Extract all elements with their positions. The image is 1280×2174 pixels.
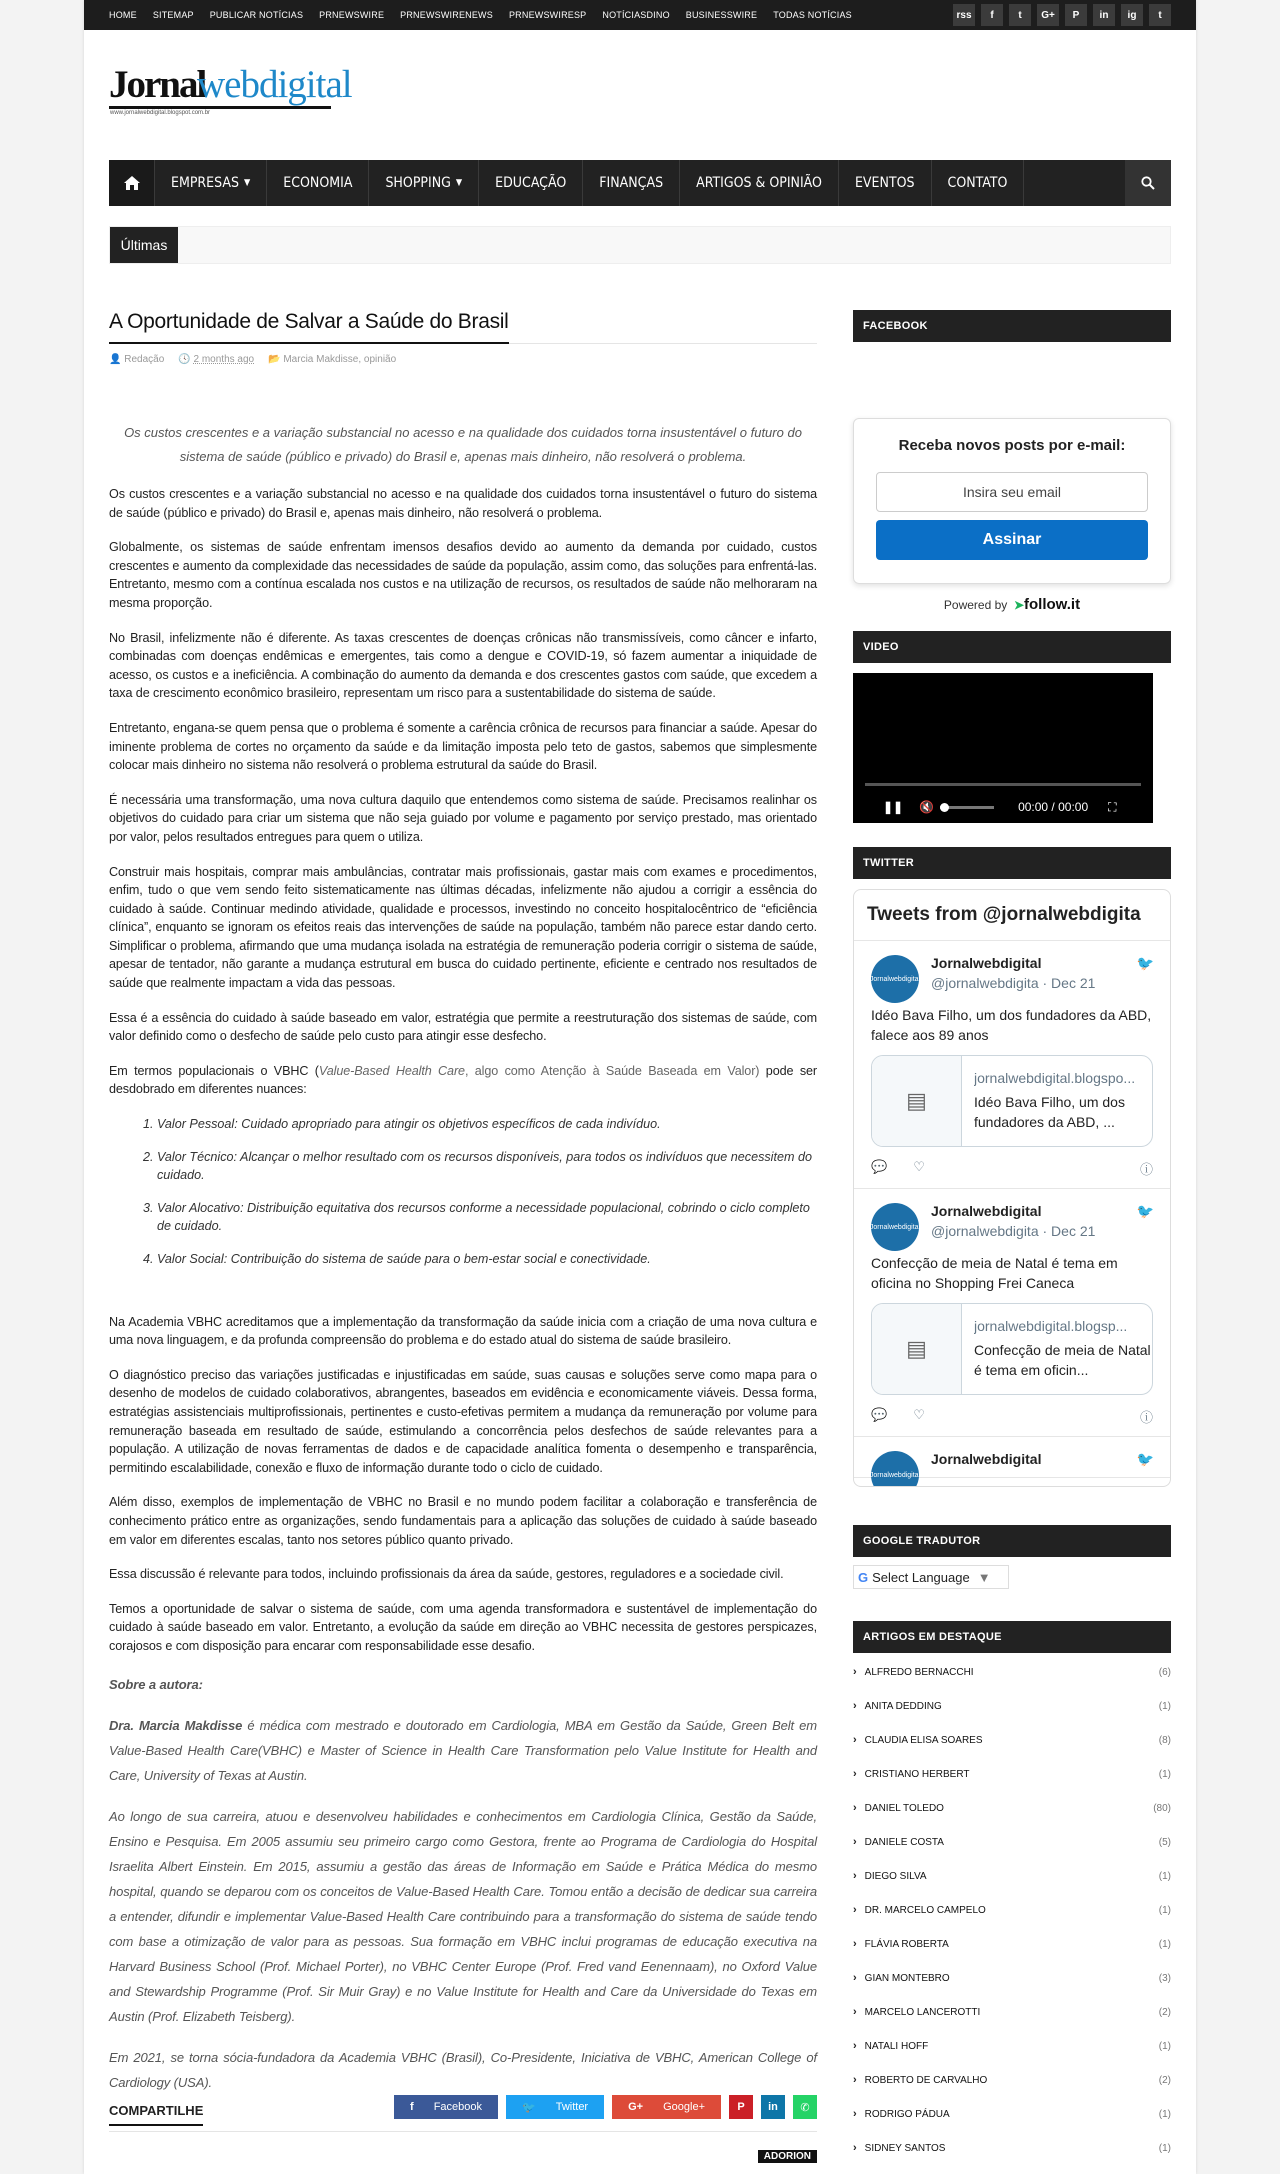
list-item[interactable]: › ANITA DEDDING (1)	[853, 1700, 1171, 1712]
nav-artigos[interactable]	[680, 160, 839, 206]
info-icon[interactable]: ⓘ	[1139, 1410, 1153, 1425]
paragraph: Os custos crescentes e a variação substancial no acesso e na qualidade dos cuidados torna insustentável o futuro do sistema de saúde (público e privado) do Brasil e, apenas mais dinheiro, não resolverá o problema.	[109, 487, 817, 520]
article	[109, 310, 818, 2162]
top-link-noticiasdino[interactable]: NOTÍCIASDINO	[602, 10, 670, 20]
tumblr-icon[interactable]: t	[1149, 4, 1171, 26]
logo-url: www.jornalwebdigital.blogspot.com.br	[110, 110, 211, 116]
google-icon: G	[858, 1569, 869, 1585]
twitter-bird-icon[interactable]: 🐦	[1136, 1203, 1154, 1219]
chevron-right-icon: ›	[853, 2108, 857, 2120]
share-google-button[interactable]: G+ Google+	[612, 2095, 721, 2119]
tweet-text: Confecção de meia de Natal é tema em oficina no Shopping Frei Caneca	[871, 1255, 1118, 1291]
post-time[interactable]: 🕓 2 months ago	[178, 354, 255, 365]
paragraph: O diagnóstico preciso das variações justificadas e injustificadas em saúde, suas causas e soluções serve como mapa para o desenho de modelos de cuidado colaborativos, abrangentes, baseados em evidência e economicamente viáveis. Dessa forma, estratégias assistenciais multiprofissionais, pertinentes e custo-efetivas permitem a mudança da remuneração por volume para remuneração baseada em resultado de saúde, estimulando a concorrência pelos desfechos de saúde relevantes para a população. A utilização de novas ferramentas de dados e de capacidade analítica fomenta o desempenho e transparência, permitindo escalabilidade, conexão e fluxo de informação durante todo o ciclo de cuidado.	[109, 1367, 817, 1475]
list-item[interactable]: › NATALI HOFF (1)	[853, 2040, 1171, 2052]
card-title: Idéo Bava Filho, um dos fundadores da ABD, ...	[974, 1094, 1125, 1130]
video-player[interactable]	[853, 673, 1153, 823]
top-link-prnewswirenews[interactable]: PRNEWSWIRENEWS	[400, 10, 493, 20]
tweet-link-card[interactable]	[871, 1303, 1153, 1395]
widget-title-featured: ARTIGOS EM DESTAQUE	[853, 1621, 1171, 1653]
chevron-right-icon: ›	[853, 1870, 857, 1882]
author-bio-career: Ao longo de sua carreira, atuou e desenvolveu habilidades e conhecimentos em Cardiologia Clínica, Gestão da Saúde, Ensino e Pesquisa. Em 2005 assumiu seu primeiro cargo como Gestora, frente ao Programa de Cardiologia do Hospital Israelita Albert Einstein. Em 2015, assumiu a gestão das áreas de Informação em Saúde e Prática Médica do mesmo hospital, quando se deparou com os conceitos de Value-Based Health Care. Tomou então a decisão de dedicar sua carreira a entender, difundir e implementar Value-Based Health Care contribuindo para a transformação do sistema de saúde tendo com base a otimização de valor para as pessoas. Sua formação em VBHC inclui programas de educação executiva na Harvard Business School (Prof. Michael Porter), no VBHC Center Europe (Prof. Fred vand Eenennaam), no Oxford Value and Stewardship Programme (Prof. Sir Muir Gray) e no Value Institute for Health and Care da Universidade do Texas em Austin (Prof. Elizabeth Teisberg).	[109, 1808, 817, 2024]
paragraph: Entretanto, engana-se quem pensa que o problema é somente a carência crônica de recursos para financiar a saúde. Apesar do iminente problema de cortes no orçamento da saúde e da limitação imposta pelo teto de gastos, sabemos que simplesmente colocar mais dinheiro no sistema não resolverá o problema estrutural da saúde do Brasil.	[109, 720, 817, 773]
volume-knob	[940, 803, 949, 812]
adorion-logo[interactable]: ADORION	[758, 2150, 817, 2163]
sidebar	[853, 310, 1171, 2165]
caret-down-icon: ▼	[244, 178, 251, 188]
avatar[interactable]: Jornalwebdigital	[871, 1451, 919, 1487]
share-label: COMPARTILHE	[109, 2103, 203, 2126]
paragraph: No Brasil, infelizmente não é diferente. As taxas crescentes de doenças crônicas não transmissíveis, como câncer e infarto, combinadas com doenças endêmicas e emergentes, tais como a dengue e COVID-19, só fazem aumentar a iniquidade de acesso, os custos e a ineficiência. A combinação do aumento da demanda e dos crescentes gastos com saúde, que excedem a taxa de crescimento econômico brasileiro, representam um risco para a sustentabilidade do sistema de saúde.	[109, 630, 817, 701]
nav-economia[interactable]	[267, 160, 369, 206]
tweet[interactable]	[854, 1189, 1170, 1437]
share-whatsapp-button[interactable]	[793, 2095, 817, 2119]
article-icon: ▤	[872, 1304, 962, 1394]
language-select[interactable]	[853, 1565, 1009, 1589]
tweet-author[interactable]: Jornalwebdigital	[931, 955, 1042, 971]
nav-label: EVENTOS	[854, 175, 915, 191]
twitter-bird-icon[interactable]: 🐦	[1136, 1451, 1154, 1467]
search-icon	[1141, 176, 1155, 190]
chevron-right-icon: ›	[853, 1972, 857, 1984]
email-input[interactable]: Insira seu email	[876, 472, 1148, 512]
list-item: 4. Valor Social: Contribuição do sistema de saúde para o bem-estar social e conectividade.	[157, 1250, 817, 1269]
video-time: 00:00 / 00:00	[1018, 800, 1089, 814]
share-twitter-button[interactable]: 🐦 Twitter	[506, 2095, 604, 2119]
card-domain: jornalwebdigital.blogspo...	[974, 1070, 1136, 1086]
home-icon	[124, 176, 140, 190]
top-link-todas[interactable]: TODAS NOTÍCIAS	[773, 10, 852, 20]
value-list	[157, 1115, 817, 1269]
list-item[interactable]: › DR. MARCELO CAMPELO (1)	[853, 1904, 1171, 1916]
post-title: A Oportunidade de Salvar a Saúde do Brasil	[109, 310, 509, 344]
share-bar	[109, 2095, 817, 2135]
logo-underline	[109, 106, 331, 109]
top-link-home[interactable]: HOME	[109, 10, 137, 20]
share-divider	[109, 2131, 817, 2132]
top-link-prnewswiresp[interactable]: PRNEWSWIRESP	[508, 10, 587, 20]
widget-title-video: VIDEO	[853, 631, 1171, 663]
share-buttons	[394, 2095, 817, 2119]
info-icon[interactable]: ⓘ	[1139, 1162, 1153, 1177]
author-heading: Sobre a autora:	[109, 1676, 203, 1692]
twitter-bird-icon[interactable]: 🐦	[1136, 955, 1154, 971]
top-links	[109, 0, 868, 30]
top-link-businesswire[interactable]: BUSINESSWIRE	[685, 10, 758, 20]
nav-eventos[interactable]	[839, 160, 932, 206]
like-icon[interactable]: ♡	[913, 1407, 925, 1422]
chevron-right-icon: ›	[853, 1700, 857, 1712]
list-item[interactable]: › FLÁVIA ROBERTA (1)	[853, 1938, 1171, 1950]
paragraph: É necessária uma transformação, uma nova cultura daquilo que entendemos como sistema de saúde. Precisamos realinhar os objetivos do cuidado para criar um sistema que não seja guiado por volume e pagamento por serviço prestado, mas orientado por valor, pelos resultados entregues para quem o utiliza.	[109, 792, 817, 844]
post-author[interactable]: 👤 Redação	[109, 354, 165, 365]
nav-shopping[interactable]	[369, 160, 479, 206]
list-item: 2. Valor Técnico: Alcançar o melhor resultado com os recursos disponíveis, para todos os indivíduos que necessitem do cuidado.	[157, 1148, 817, 1185]
chevron-right-icon: ›	[853, 2006, 857, 2018]
subscribe-button[interactable]: Assinar	[876, 520, 1148, 560]
chevron-right-icon: ›	[853, 1836, 857, 1848]
post-lead: Os custos crescentes e a variação substancial no acesso e na qualidade dos cuidados torna insustentável o futuro do sistema de saúde (público e privado) do Brasil e, apenas mais dinheiro, não resolverá o problema.	[124, 425, 802, 464]
tweets-header[interactable]: Tweets from @jornalwebdigita	[854, 890, 1170, 941]
tweet-actions	[871, 1159, 1153, 1178]
top-link-sitemap[interactable]: SITEMAP	[152, 10, 194, 20]
nav-educacao[interactable]	[479, 160, 583, 206]
caret-down-icon: ▼	[455, 178, 463, 188]
nav-label: ARTIGOS & OPINIÃO	[696, 175, 822, 191]
paragraph: Além disso, exemplos de implementação de VBHC no Brasil e no mundo podem facilitar a colaboração e transferência de conhecimento prático entre as organizações, sendo fundamentais para a aplicação das soluções de cuidado à saúde baseado em valor em diferentes escalas, tanto nos setores público quanto privado.	[109, 1495, 817, 1547]
chevron-right-icon: ›	[853, 2040, 857, 2052]
list-item[interactable]: › SIDNEY SANTOS (1)	[853, 2142, 1171, 2154]
whatsapp-icon: ✆	[800, 2101, 810, 2114]
google-plus-icon[interactable]: G+	[1037, 4, 1059, 26]
reply-icon[interactable]: 💬	[871, 1159, 888, 1174]
post-body	[109, 485, 817, 2095]
tweet-link-card[interactable]	[871, 1055, 1153, 1147]
folder-icon: 📂	[268, 354, 284, 365]
chevron-right-icon: ›	[853, 1938, 857, 1950]
avatar[interactable]: Jornalwebdigital	[871, 1203, 919, 1251]
share-linkedin-button[interactable]	[761, 2095, 785, 2119]
chevron-right-icon: ›	[853, 1666, 857, 1678]
paragraph: Globalmente, os sistemas de saúde enfrentam imensos desafios devido ao aumento da demanda por cuidado, custos crescentes e aumento da complexidade das necessidades de saúde da população, assim como, das soluções para enfrentá-las. Entretanto, mesmo com a contínua escalada nos custos e na utilização de recursos, os resultados de saúde não melhoraram na mesma proporção.	[109, 540, 817, 610]
paragraph: Essa é a essência do cuidado à saúde baseado em valor, estratégia que permite a reestruturação dos sistemas de saúde, com valor definido como o desfecho de saúde pelo custo para atingir esse desfecho.	[109, 1010, 817, 1044]
like-icon[interactable]: ♡	[913, 1159, 925, 1174]
chevron-right-icon: ›	[853, 1768, 857, 1780]
caret-down-icon: ▼	[977, 1569, 991, 1585]
main-nav	[109, 160, 1171, 206]
share-facebook-button[interactable]: f Facebook	[394, 2095, 498, 2119]
tweet-text: Idéo Bava Filho, um dos fundadores da ABD, falece aos 89 anos	[871, 1007, 1152, 1043]
pinterest-icon[interactable]: P	[1065, 4, 1087, 26]
pause-icon[interactable]: ❚❚	[883, 800, 904, 814]
nav-search-button[interactable]	[1125, 160, 1171, 206]
chevron-right-icon: ›	[853, 2074, 857, 2086]
paragraph: Na Academia VBHC acreditamos que a implementação da transformação da saúde inicia com a criação de uma nova cultura e uma nova linguagem, e da profunda compreensão do problema e do estado atual do sistema de saúde brasileiro.	[109, 1314, 817, 1348]
follow-widget	[853, 418, 1171, 584]
ticker-label: Últimas	[110, 227, 178, 263]
nav-label: FINANÇAS	[599, 175, 664, 191]
google-plus-icon: G+	[628, 2101, 644, 2113]
facebook-icon: f	[410, 2101, 414, 2113]
tweet-author[interactable]: Jornalwebdigital	[931, 1451, 1042, 1467]
mute-icon[interactable]: 🔇	[919, 800, 935, 814]
list-item[interactable]: › DANIELE COSTA (5)	[853, 1836, 1171, 1848]
widget-title-twitter: TWITTER	[853, 847, 1171, 879]
nav-empresas[interactable]	[155, 160, 267, 206]
linkedin-icon[interactable]: in	[1093, 4, 1115, 26]
list-item[interactable]: › ALFREDO BERNACCHI (6)	[853, 1666, 1171, 1678]
widget-title-facebook: FACEBOOK	[853, 310, 1171, 342]
paragraph: Construir mais hospitais, comprar mais ambulâncias, contratar mais profissionais, gastar mais com exames e procedimentos, enfim, tudo o que vem sendo feito sistematicamente nas últimas décadas, infelizmente não ajudou a corrigir a essência do cuidado à saúde. Continuar medindo atividade, qualidade e processos, investindo no conceito hospitalocêntrico de “eficiência clínica”, enquanto se ignoram os efeitos reais das intervenções de saúde na população, também não parece estar dando certo. Simplificar o problema, afirmando que uma mudança isolada na estratégia de remuneração poderia corrigir o sistema de saúde, apesar de tentador, não garante a mudança estrutural em busca do cuidado pertinente, eficiente e centrado nos resultados de saúde que realmente impactam a vida das pessoas.	[109, 864, 817, 991]
pinterest-icon: P	[737, 2101, 745, 2113]
list-item[interactable]: › MARCELO LANCEROTTI (2)	[853, 2006, 1171, 2018]
list-item[interactable]: › CLAUDIA ELISA SOARES (8)	[853, 1734, 1171, 1746]
nav-label: ECONOMIA	[283, 175, 353, 191]
tweet-author[interactable]: Jornalwebdigital	[931, 1203, 1042, 1219]
list-item[interactable]: › ROBERTO DE CARVALHO (2)	[853, 2074, 1171, 2086]
chevron-right-icon: ›	[853, 2142, 857, 2154]
clock-icon: 🕓	[178, 354, 194, 365]
list-item[interactable]: › CRISTIANO HERBERT (1)	[853, 1768, 1171, 1780]
list-item: 3. Valor Alocativo: Distribuição equitativa dos recursos conforme a necessidade populacional, cobrindo o ciclo completo de cuidado.	[157, 1199, 817, 1236]
chevron-right-icon: ›	[853, 1802, 857, 1814]
follow-heading: Receba novos posts por e-mail:	[898, 437, 1126, 454]
post-labels[interactable]: 📂 Marcia Makdisse, opinião	[268, 354, 397, 365]
reply-icon[interactable]: 💬	[871, 1407, 888, 1422]
logo-text-webdigital: webdigital	[197, 63, 352, 106]
nav-label: EMPRESAS	[171, 175, 239, 191]
video-controls	[853, 795, 1153, 819]
news-ticker	[109, 226, 1171, 264]
twitter-icon: 🐦	[522, 2101, 536, 2114]
volume-slider[interactable]	[940, 806, 994, 809]
paragraph: Essa discussão é relevante para todos, incluindo profissionais da área da saúde, gestores, reguladores e a sociedade civil.	[109, 1567, 784, 1582]
tweet-actions	[871, 1407, 1153, 1426]
page	[84, 0, 1196, 2174]
list-item: 1. Valor Pessoal: Cuidado apropriado para atingir os objetivos específicos de cada indivíduo.	[157, 1115, 817, 1134]
tweet-handle[interactable]: @jornalwebdigita · Dec 21	[931, 975, 1096, 991]
twitter-timeline	[853, 889, 1171, 1487]
facebook-icon[interactable]: f	[981, 4, 1003, 26]
top-bar	[84, 0, 1196, 30]
video-progress[interactable]	[865, 783, 1141, 786]
author-bio: Dra. Marcia Makdisse é médica com mestrado e doutorado em Cardiologia, MBA em Gestão da Saúde, Green Belt em Value-Based Health Care(VBHC) e Master of Science in Health Care Transformation pelo Value Institute for Health and Care, University of Texas at Austin.	[109, 1717, 817, 1783]
featured-list	[853, 1655, 1171, 2165]
top-link-publicar[interactable]: PUBLICAR NOTÍCIAS	[209, 10, 304, 20]
tweet[interactable]	[854, 1437, 1170, 1478]
site-logo[interactable]	[109, 62, 352, 118]
card-title: Confecção de meia de Natal é tema em oficin...	[974, 1342, 1151, 1378]
tweet[interactable]	[854, 941, 1170, 1189]
nav-contato[interactable]	[932, 160, 1025, 206]
card-domain: jornalwebdigital.blogsp...	[974, 1318, 1128, 1334]
paragraph: Temos a oportunidade de salvar o sistema de saúde, com uma agenda transformadora e sustentável de implementação do cuidado à saúde baseado em valor. Entretanto, a evolução da saúde em direção ao VBHC necessita de gestores perspicazes, corajosos e com disposição para encarar com responsabilidade esse desafio.	[109, 1601, 817, 1653]
language-select-label: Select Language	[872, 1569, 970, 1585]
widget-title-translator: GOOGLE TRADUTOR	[853, 1525, 1171, 1557]
top-link-prnewswire[interactable]: PRNEWSWIRE	[319, 10, 385, 20]
list-item[interactable]: › DIEGO SILVA (1)	[853, 1870, 1171, 1882]
list-item[interactable]: › GIAN MONTEBRO (3)	[853, 1972, 1171, 1984]
twitter-icon[interactable]: t	[1009, 4, 1031, 26]
nav-label: CONTATO	[947, 175, 1008, 191]
paragraph-vbhc: Em termos populacionais o VBHC (Value-Based Health Care, algo como Atenção à Saúde Baseada em Valor) pode ser desdobrado em diferentes nuances:	[109, 1063, 818, 1097]
avatar[interactable]: Jornalwebdigital	[871, 955, 919, 1003]
powered-by[interactable]: Powered by ➤follow.it	[943, 596, 1081, 613]
post-meta	[109, 354, 817, 365]
rss-icon[interactable]: rss	[953, 4, 975, 26]
author-bio-2021: Em 2021, se torna sócia-fundadora da Academia VBHC (Brasil), Co-Presidente, Iniciativa de VBHC, American College of Cardiology (USA).	[109, 2049, 817, 2090]
social-icons	[947, 4, 1171, 26]
nav-label: SHOPPING	[385, 175, 451, 191]
list-item[interactable]: › RODRIGO PÁDUA (1)	[853, 2108, 1171, 2120]
instagram-icon[interactable]: ig	[1121, 4, 1143, 26]
tweet-handle[interactable]: @jornalwebdigita · Dec 21	[931, 1223, 1096, 1239]
chevron-right-icon: ›	[853, 1734, 857, 1746]
user-icon: 👤	[109, 354, 125, 365]
list-item[interactable]: › DANIEL TOLEDO (80)	[853, 1802, 1171, 1814]
fullscreen-icon[interactable]: ⛶	[1108, 799, 1117, 814]
nav-label: EDUCAÇÃO	[495, 175, 567, 191]
share-pinterest-button[interactable]	[729, 2095, 753, 2119]
chevron-right-icon: ›	[853, 1904, 857, 1916]
article-icon: ▤	[872, 1056, 962, 1146]
linkedin-icon: in	[768, 2101, 778, 2113]
nav-financas[interactable]	[583, 160, 680, 206]
follow-it-icon: ➤	[1013, 598, 1024, 612]
logo-text-jornal: Jornal	[109, 63, 206, 106]
nav-home[interactable]	[109, 160, 155, 206]
